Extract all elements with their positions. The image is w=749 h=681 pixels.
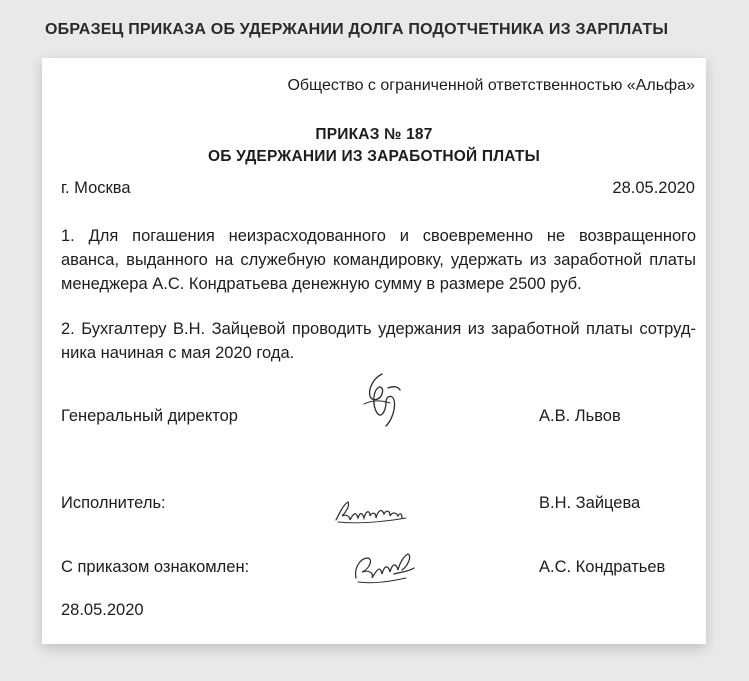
paragraph-2-line: ника начиная с мая 2020 года. [61,344,295,362]
signature-name: А.В. Львов [539,407,621,425]
signature-role: Генеральный директор [61,407,238,425]
signature-role: Исполнитель: [61,494,166,512]
order-title: ПРИКАЗ № 187 [315,126,433,143]
director-signature [352,370,412,432]
paragraph-1-line: аванса, выданного на служебную командировку, удержать из заработной платы [61,251,696,269]
paragraph-1-line: 1. Для погашения неизрасходованного и своевременно не возвращенного [61,227,696,245]
paragraph-1 [61,224,696,296]
signature-role: С приказом ознакомлен: [61,558,250,576]
signature-name: А.С. Кондратьев [539,558,666,576]
paragraph-1-line: менеджера А.С. Кондратьева денежную сумму в размере 2500 руб. [61,275,582,293]
city: г. Москва [61,179,131,197]
paragraph-2 [61,317,696,365]
page-heading: ОБРАЗЕЦ ПРИКАЗА ОБ УДЕРЖАНИИ ДОЛГА ПОДОТЧЕТНИКА ИЗ ЗАРПЛАТЫ [45,21,669,38]
acknowledged-signature [348,548,420,588]
paragraph-2-line: 2. Бухгалтеру В.Н. Зайцевой проводить удержания из заработной платы сотруд- [61,320,696,338]
order-document [42,58,706,644]
executor-signature [332,494,412,526]
order-date: 28.05.2020 [612,179,695,197]
footer-date: 28.05.2020 [61,601,144,619]
organization-name: Общество с ограниченной ответственностью «Альфа» [287,77,695,94]
order-subtitle: ОБ УДЕРЖАНИИ ИЗ ЗАРАБОТНОЙ ПЛАТЫ [208,148,540,165]
signature-name: В.Н. Зайцева [539,494,641,512]
